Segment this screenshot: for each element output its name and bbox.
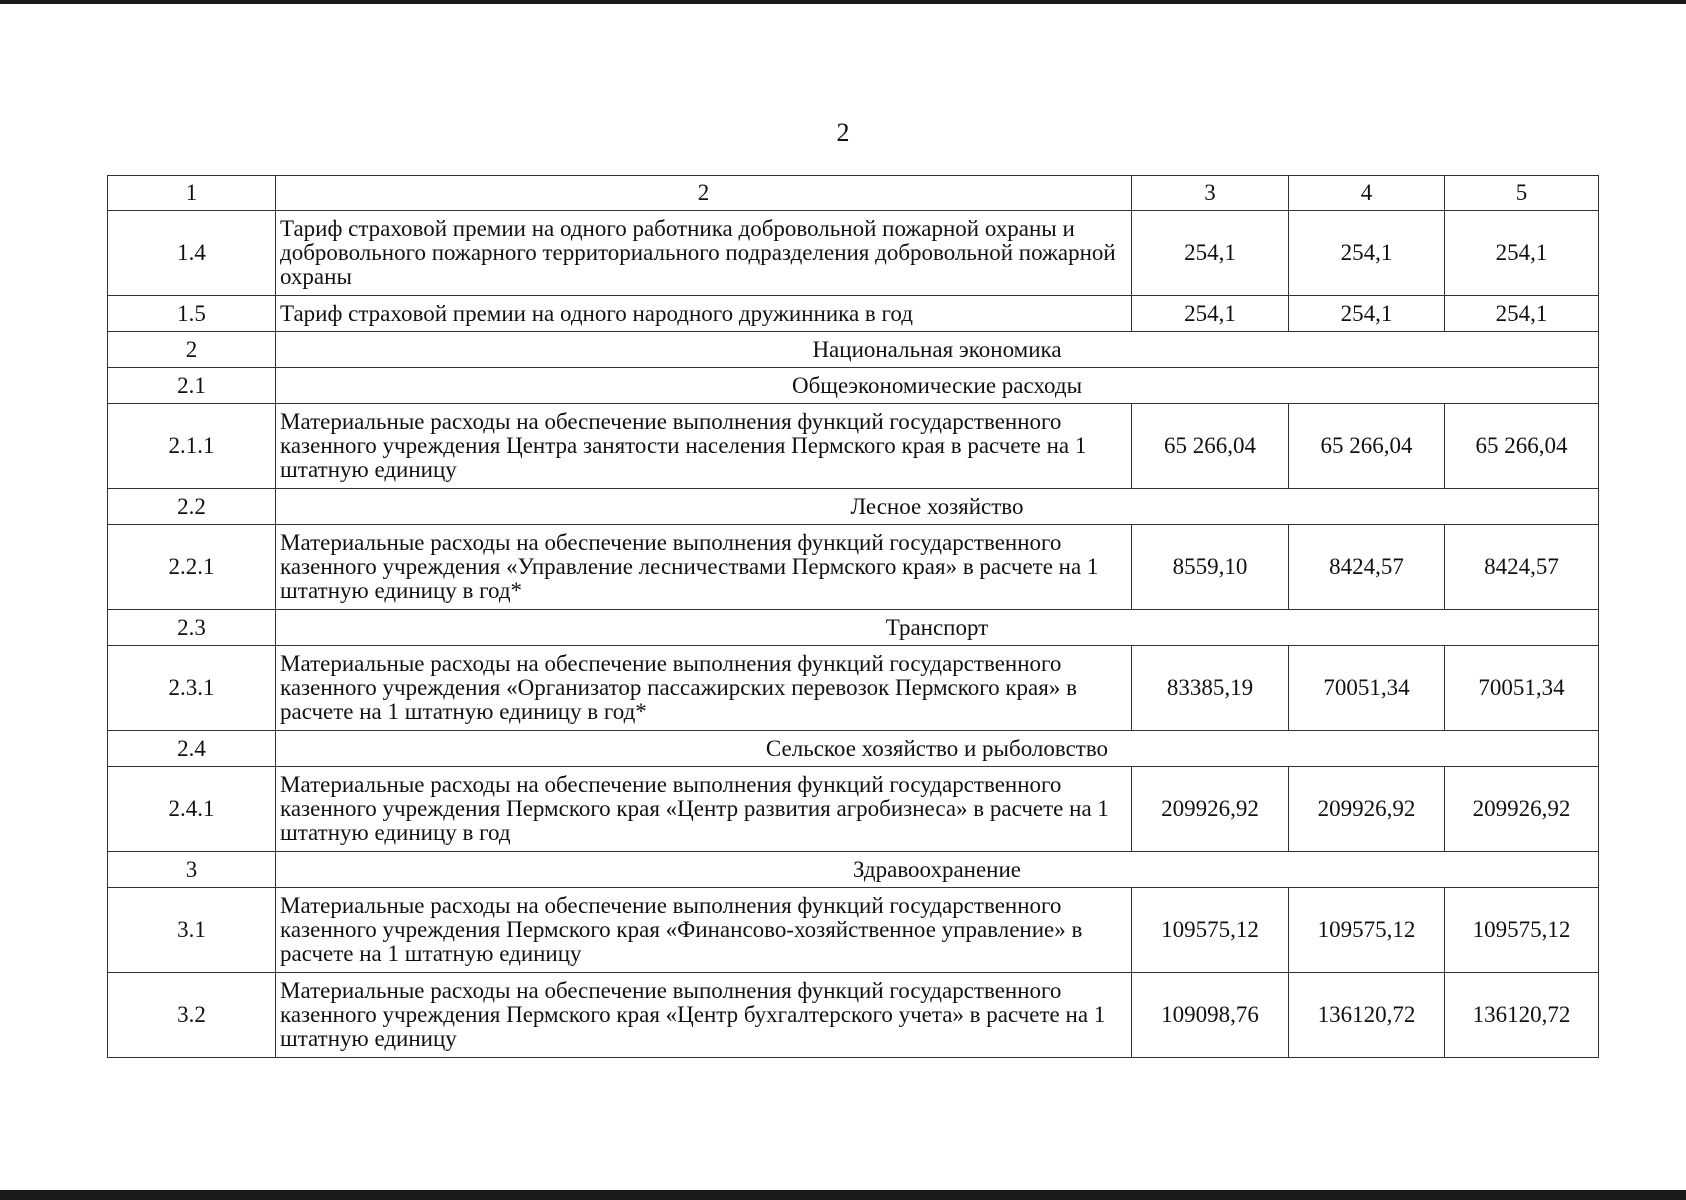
section-number: 2.4 [108,731,276,767]
row-value-col4: 254,1 [1289,296,1445,332]
section-number: 2.2 [108,489,276,525]
header-cell: 5 [1445,176,1599,211]
table-row [108,973,1599,1058]
section-row [108,852,1599,888]
norms-table [107,175,1599,1058]
table-row [108,888,1599,973]
row-value-col5: 254,1 [1445,211,1599,296]
row-value-col5: 136120,72 [1445,973,1599,1058]
row-number: 1.4 [108,211,276,296]
row-value-col3: 8559,10 [1132,525,1289,610]
row-value-col4: 70051,34 [1289,646,1445,731]
section-row [108,489,1599,525]
section-row [108,332,1599,368]
row-value-col3: 209926,92 [1132,767,1289,852]
row-value-col5: 65 266,04 [1445,404,1599,489]
row-value-col4: 209926,92 [1289,767,1445,852]
row-value-col3: 65 266,04 [1132,404,1289,489]
table-row [108,404,1599,489]
table-row [108,211,1599,296]
section-row [108,368,1599,404]
row-number: 2.3.1 [108,646,276,731]
section-title: Здравоохранение [276,852,1599,888]
header-cell: 1 [108,176,276,211]
row-value-col4: 8424,57 [1289,525,1445,610]
row-number: 1.5 [108,296,276,332]
row-description: Материальные расходы на обеспечение выполнения функций государственного казенного учреждения «Управление лесничествами Пермского края» в расчете на 1 штатную единицу в год* [276,525,1132,610]
header-cell: 4 [1289,176,1445,211]
section-number: 2 [108,332,276,368]
header-cell: 2 [276,176,1132,211]
section-title: Общеэкономические расходы [276,368,1599,404]
row-value-col5: 209926,92 [1445,767,1599,852]
row-value-col4: 109575,12 [1289,888,1445,973]
section-number: 3 [108,852,276,888]
row-value-col4: 65 266,04 [1289,404,1445,489]
row-value-col3: 254,1 [1132,296,1289,332]
section-title: Транспорт [276,610,1599,646]
section-row [108,731,1599,767]
row-number: 2.4.1 [108,767,276,852]
row-number: 2.2.1 [108,525,276,610]
row-value-col4: 136120,72 [1289,973,1445,1058]
row-description: Тариф страховой премии на одного народного дружинника в год [276,296,1132,332]
row-value-col3: 254,1 [1132,211,1289,296]
row-number: 3.1 [108,888,276,973]
row-number: 3.2 [108,973,276,1058]
scan-top-edge [0,0,1686,4]
row-value-col3: 83385,19 [1132,646,1289,731]
row-description: Материальные расходы на обеспечение выполнения функций государственного казенного учреждения Пермского края «Центр развития агробизнеса» в расчете на 1 штатную единицу в год [276,767,1132,852]
row-description: Материальные расходы на обеспечение выполнения функций государственного казенного учреждения Пермского края «Центр бухгалтерского учета» в расчете на 1 штатную единицу [276,973,1132,1058]
row-value-col5: 8424,57 [1445,525,1599,610]
table-row [108,296,1599,332]
table-row [108,525,1599,610]
row-value-col3: 109098,76 [1132,973,1289,1058]
row-value-col5: 254,1 [1445,296,1599,332]
section-title: Национальная экономика [276,332,1599,368]
row-description: Материальные расходы на обеспечение выполнения функций государственного казенного учреждения «Организатор пассажирских перевозок Пермского края» в расчете на 1 штатную единицу в год* [276,646,1132,731]
section-row [108,610,1599,646]
row-value-col5: 109575,12 [1445,888,1599,973]
row-value-col4: 254,1 [1289,211,1445,296]
page-number: 2 [836,118,850,147]
table-row [108,646,1599,731]
section-title: Лесное хозяйство [276,489,1599,525]
table-row [108,767,1599,852]
row-value-col3: 109575,12 [1132,888,1289,973]
scan-bottom-edge [0,1190,1686,1200]
section-number: 2.1 [108,368,276,404]
table-header-row [108,176,1599,211]
section-number: 2.3 [108,610,276,646]
row-description: Материальные расходы на обеспечение выполнения функций государственного казенного учреждения Пермского края «Финансово-хозяйственное управление» в расчете на 1 штатную единицу [276,888,1132,973]
header-cell: 3 [1132,176,1289,211]
row-description: Материальные расходы на обеспечение выполнения функций государственного казенного учреждения Центра занятости населения Пермского края в расчете на 1 штатную единицу [276,404,1132,489]
row-value-col5: 70051,34 [1445,646,1599,731]
section-title: Сельское хозяйство и рыболовство [276,731,1599,767]
row-number: 2.1.1 [108,404,276,489]
row-description: Тариф страховой премии на одного работника добровольной пожарной охраны и добровольного пожарного территориального подразделения добровольной пожарной охраны [276,211,1132,296]
